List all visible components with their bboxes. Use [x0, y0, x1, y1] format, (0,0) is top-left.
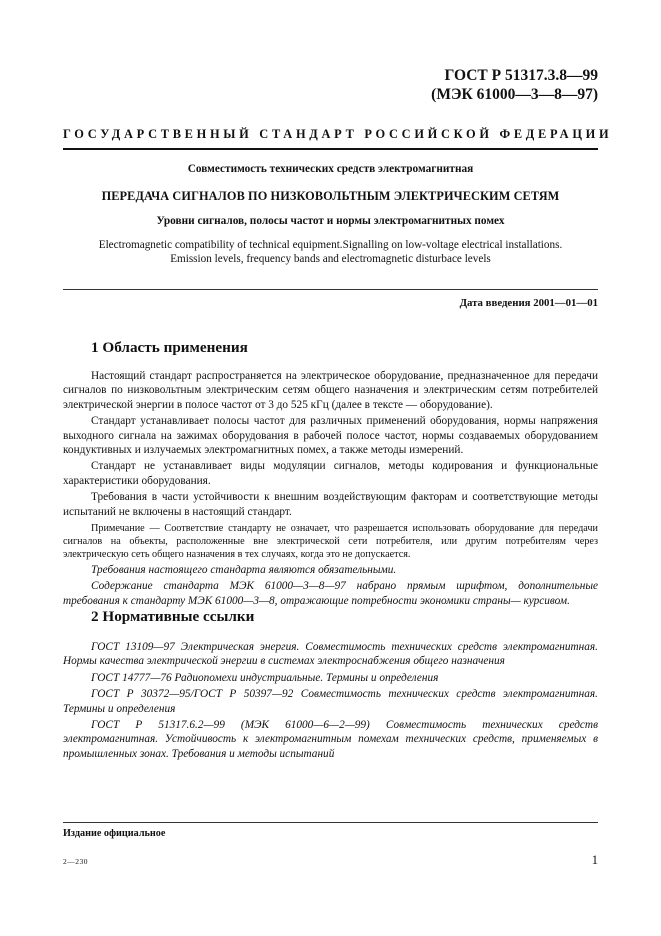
normative-reference: ГОСТ Р 51317.6.2—99 (МЭК 61000—6—2—99) Совместимость технических средств электромагнитная. Устойчивость к электромагнитным помехам технических средств, применяемых в промышленных зонах. Требования и методы испытаний [63, 719, 598, 760]
section-1-note: Примечание — Соответствие стандарту не означает, что разрешается использовать оборудование для передачи сигналов на объекты, расположенные вне электрической сети потребителя, или другим потребителям через электрическую сеть общего назначения в тех случаях, когда это не допускается. [63, 523, 598, 561]
state-standard-title: ГОСУДАРСТВЕННЫЙ СТАНДАРТ РОССИЙСКОЙ ФЕДЕРАЦИИ [63, 127, 613, 141]
print-code: 2—230 [63, 857, 88, 866]
title-divider-bottom [63, 289, 598, 290]
document-subtitle: Совместимость технических средств электромагнитная [187, 163, 474, 175]
official-edition-label: Издание официальное [63, 828, 166, 839]
section-1-italic-paragraph: Требования настоящего стандарта являются обязательными. [91, 564, 397, 577]
section-2-body [63, 640, 598, 763]
section-2-heading: 2 Нормативные ссылки [91, 608, 255, 625]
date-of-introduction: Дата введения 2001—01—01 [459, 297, 598, 309]
footer-divider [63, 822, 598, 823]
english-title [63, 238, 598, 266]
normative-reference: ГОСТ Р 30372—95/ГОСТ Р 50397—92 Совместимость технических средств электромагнитная. Термины и определения [63, 688, 598, 715]
section-1-italic-paragraph: Содержание стандарта МЭК 61000—3—8—97 набрано прямым шрифтом, дополнительные требования к стандарту МЭК 61000—3—8, отражающие потребности экономики страны— курсивом. [63, 580, 598, 607]
document-levels-subtitle: Уровни сигналов, полосы частот и нормы электромагнитных помех [156, 215, 505, 227]
title-divider-top [63, 148, 598, 150]
section-1-paragraph: Настоящий стандарт распространяется на электрическое оборудование, предназначенное для передачи сигналов по низковольтным электрическим сетям общего назначения и электрическим сетям потребителей электрической энергии в полосе частот от 3 до 525 кГц (далее в тексте — оборудование). [63, 370, 598, 411]
section-1-heading: 1 Область применения [91, 339, 248, 356]
section-1-body [63, 369, 598, 610]
english-title-line-1: Electromagnetic compatibility of technical equipment.Signalling on low-voltage electrical installations. [98, 239, 563, 251]
standard-number: ГОСТ Р 51317.3.8—99 [444, 67, 598, 84]
iec-number: (МЭК 61000—3—8—97) [431, 86, 598, 103]
section-1-paragraph: Требования в части устойчивости к внешним воздействующим факторам и соответствующие методы испытаний не включены в настоящий стандарт. [63, 491, 598, 518]
section-1-paragraph: Стандарт устанавливает полосы частот для различных применений оборудования, нормы напряжения выходного сигнала на зажимах оборудования в рабочей полосе частот, нормы создаваемых оборудованием кондуктивных и излучаемых электромагнитных помех, а также методы измерений. [63, 415, 598, 457]
normative-reference: ГОСТ 14777—76 Радиопомехи индустриальные. Термины и определения [91, 671, 439, 684]
page-number: 1 [591, 853, 598, 867]
normative-reference: ГОСТ 13109—97 Электрическая энергия. Совместимость технических средств электромагнитная. Нормы качества электрической энергии в системах электроснабжения общего назначения [63, 641, 598, 668]
document-main-title: ПЕРЕДАЧА СИГНАЛОВ ПО НИЗКОВОЛЬТНЫМ ЭЛЕКТРИЧЕСКИМ СЕТЯМ [101, 189, 560, 203]
section-1-paragraph: Стандарт не устанавливает виды модуляции сигналов, методы кодирования и функциональные характеристики оборудования. [63, 460, 598, 487]
english-title-line-2: Emission levels, frequency bands and electromagnetic disturbace levels [170, 253, 491, 265]
